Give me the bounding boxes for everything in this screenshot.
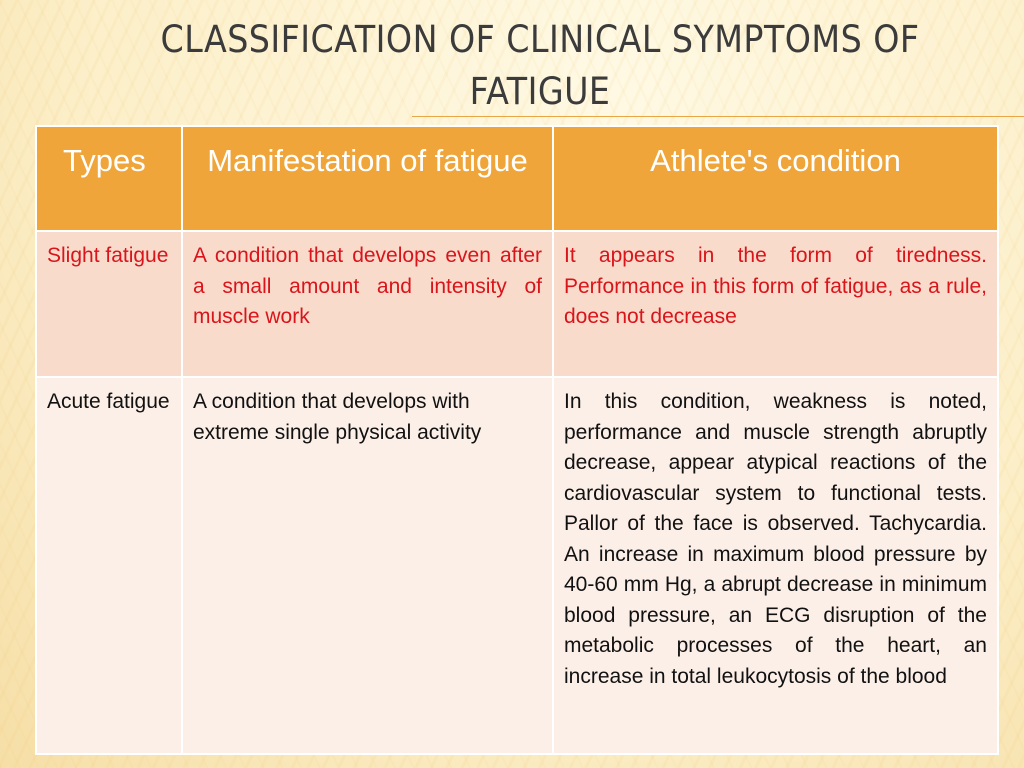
- fatigue-classification-table: [35, 125, 999, 755]
- header-manifestation: Manifestation of fatigue: [182, 126, 553, 231]
- cell-athlete-condition: In this condition, weakness is noted, performance and muscle strength abruptly decrease, appear atypical reactions of the cardiovascular system to functional tests. Pallor of the face is observed. Tachycardia. An increase in maximum blood pressure by 40-60 mm Hg, a abrupt decrease in minimum blood pressure, an ECG disruption of the metabolic processes of the heart, an increase in total leukocytosis of the blood: [553, 377, 998, 754]
- header-athlete-condition: Athlete's condition: [553, 126, 998, 231]
- title-line-2: FATIGUE: [469, 70, 611, 113]
- cell-type: Acute fatigue: [36, 377, 182, 754]
- table-row: [36, 377, 998, 754]
- title-underline: [412, 116, 1024, 117]
- slide-title: [108, 14, 972, 118]
- title-line-1: CLASSIFICATION OF CLINICAL SYMPTOMS OF: [160, 18, 920, 61]
- table-header-row: [36, 126, 998, 231]
- cell-manifestation: A condition that develops even after a small amount and intensity of muscle work: [182, 231, 553, 377]
- table-row: [36, 231, 998, 377]
- cell-athlete-condition: It appears in the form of tiredness. Performance in this form of fatigue, as a rule, does not decrease: [553, 231, 998, 377]
- cell-manifestation: A condition that develops with extreme single physical activity: [182, 377, 553, 754]
- header-types: Types: [36, 126, 182, 231]
- cell-type: Slight fatigue: [36, 231, 182, 377]
